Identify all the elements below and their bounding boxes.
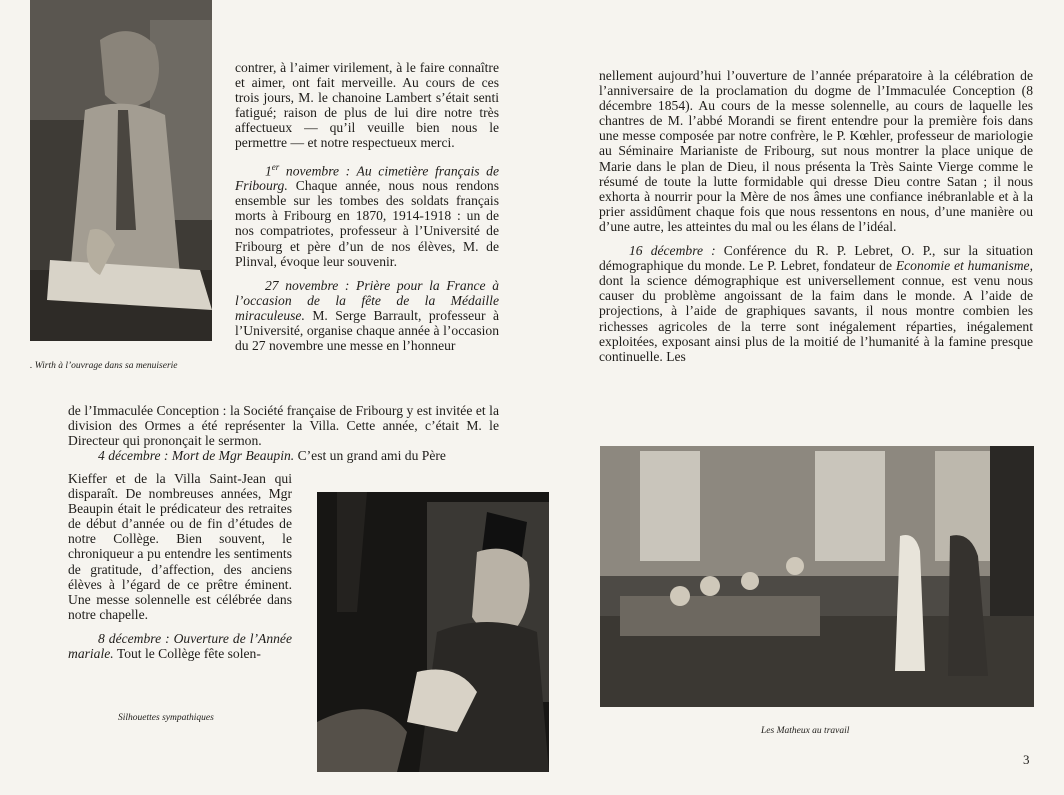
- caption-matheux: Les Matheux au travail: [761, 726, 850, 736]
- entry-dec-16: [599, 243, 1033, 364]
- right-column-text: [599, 68, 1033, 364]
- dec8-continued: nellement aujourd’hui l’ouverture de l’année préparatoire à la célébration de l’anniversaire de la proclamation du dogme de l’Immaculée Conception (8 décembre 1854). Au cours de la messe solennelle, au cours de laquelle les chantres de M. l’abbé Morandi se firent entendre pour la première fois dans une messe composée par notre confrère, le P. Kœhler, professeur de mariologie au Séminaire Marianiste de Fribourg, sut nous montrer la place unique de Marie dans le plan de Dieu, il nous présenta la Très Sainte Vierge comme le résumé de toute la lutte formidable qui dresse Dieu contre Satan ; il nous exhorta à nourrir pour la Mère de nos âmes une confiance inébranlable et à la prier assidûment chaque fois que nous ressentons en nous, d’une manière ou d’une autre, les atteintes du mal ou les élans de l’idéal.: [599, 68, 1033, 234]
- caption-wirth: . Wirth à l’ouvrage dans sa menuiserie: [30, 361, 178, 371]
- nov27-head: 27 novembre : Prière pour la France à l’occasion de la fête de la Médaille miraculeuse.: [235, 277, 499, 323]
- nov1-date: 1: [265, 163, 272, 179]
- caption-silhouettes: Silhouettes sympathiques: [118, 713, 214, 723]
- photo-man-with-cap: [317, 492, 549, 772]
- dec8-body: Tout le Collège fête solen-: [113, 646, 261, 662]
- left-wide-text: [68, 403, 499, 463]
- photo-classroom: [600, 446, 1034, 707]
- entry-nov-27: [235, 278, 499, 353]
- dec4-head: 4 décembre : Mort de Mgr Beaupin.: [98, 448, 295, 464]
- nov27-continued: de l’Immaculée Conception : la Société française de Fribourg y est invitée et la division des Ormes a été représenter la Villa. Cette année, c’était M. le Directeur qui prononçait le sermon.: [68, 403, 499, 449]
- entry-nov-1: [235, 160, 499, 269]
- photo-wirth-workshop: [30, 0, 212, 341]
- paragraph-intro: contrer, à l’aimer virilement, à le faire connaître et aimer, ont fait merveille. Au cours de ces trois jours, M. le chanoine Lambert s’était senti fatigué; raison de plus de lui dire notre très affectueux — qu’il veuille bien nous le permettre — et notre respectueux merci.: [235, 60, 499, 151]
- dec8-head: 8 décembre : Ouverture de l’Année mariale.: [68, 630, 292, 662]
- nov1-head: novembre : Au cimetière français de Fribourg.: [235, 163, 499, 194]
- left-upper-text: [235, 60, 499, 353]
- entry-dec-4: [68, 448, 499, 463]
- entry-dec-8: [68, 631, 292, 661]
- page-number: 3: [1023, 752, 1030, 767]
- dec16-part-b: , dont la science démographique est universellement connue, est venu nous causer du problème angoissant de la faim dans le monde. A l’aide de projections, à l’aide de graphiques savants, il nous montre combien les richesses agricoles de la terre sont inégalement réparties, inégalement exploitées, exposant ainsi plus de la moitié de l’humanité à la famine presque continuelle. Les: [599, 258, 1033, 364]
- dec16-italic-title: Economie et humanisme: [895, 258, 1030, 274]
- dec4-continued: Kieffer et de la Villa Saint-Jean qui disparaît. De nombreuses années, Mgr Beaupin était le prédicateur des retraites de début d’année ou de fin d’études de notre Collège. Bien souvent, le chroniqueur a pu entendre les sentiments de gratitude, d’affection, des anciens élèves à l’égard de ce prêtre éminent. Une messe solennelle est célébrée dans notre chapelle.: [68, 471, 292, 622]
- dec16-head: 16 décembre :: [629, 243, 716, 259]
- nov27-body: M. Serge Barrault, professeur à l’Université, organise chaque année à l’occasion du 27 novembre une messe en l’honneur: [235, 307, 499, 354]
- dec4-body: C’est un grand ami du Père: [294, 448, 446, 464]
- nov1-body: Chaque année, nous nous rendons ensemble sur les tombes des soldats français morts à Fribourg en 1870, 1914-1918 : un de nos compatriotes, professeur à l’Université de Fribourg et père d’un de nos élèves, M. de Plinval, évoque leur souvenir.: [235, 178, 499, 269]
- nov1-sup: er: [271, 161, 280, 172]
- dec16-part-a: Conférence du R. P. Lebret, O. P., sur la situation démographique du monde. Le P. Lebret, fondateur de: [599, 243, 1033, 274]
- left-narrow-text: [68, 471, 292, 661]
